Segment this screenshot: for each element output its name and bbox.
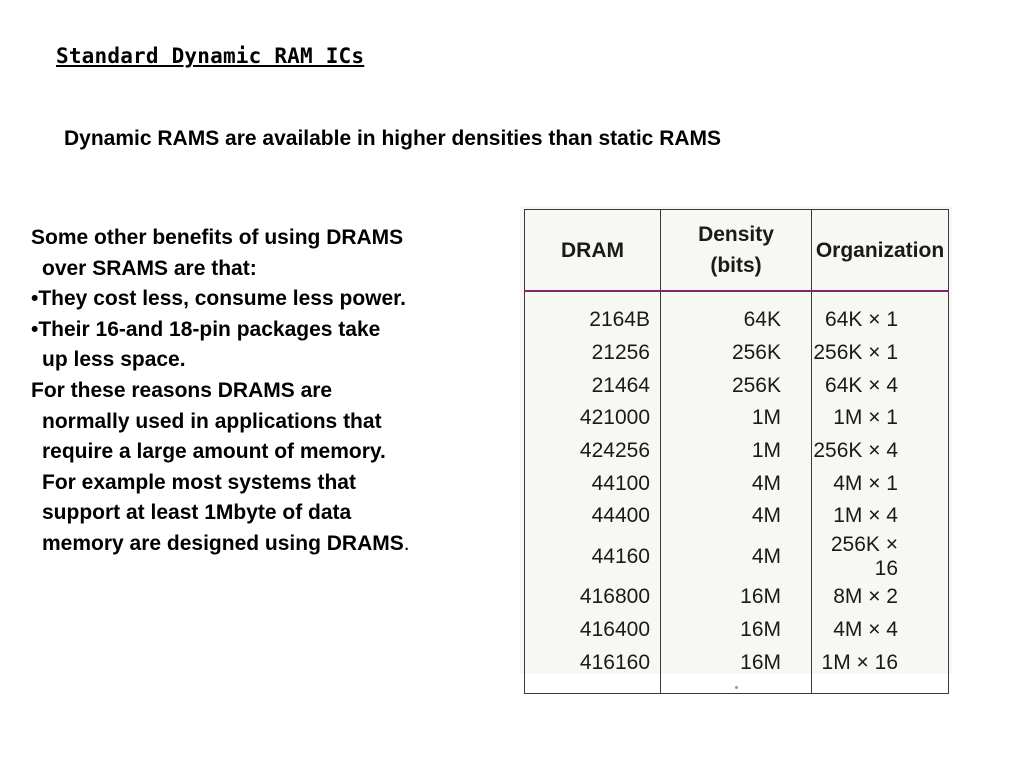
cell-dram: 2164B — [525, 291, 661, 337]
cell-dram: 424256 — [525, 435, 661, 468]
reason-line: For example most systems that — [42, 470, 356, 494]
table-row — [525, 402, 949, 435]
cell-dram: 21464 — [525, 369, 661, 402]
table-row — [525, 435, 949, 468]
page-subtitle: Dynamic RAMS are available in higher densities than static RAMS — [64, 127, 722, 150]
table-row — [525, 337, 949, 370]
cell-density: 16M — [661, 646, 812, 693]
cell-organization: 64K × 1 — [812, 291, 949, 337]
cell-dram: 421000 — [525, 402, 661, 435]
benefits-text — [31, 223, 511, 560]
cell-organization: 256K × 16 — [812, 533, 949, 581]
table-row — [525, 533, 949, 581]
cell-dram: 21256 — [525, 337, 661, 370]
reason-line-text: memory are designed using DRAMS — [42, 531, 404, 555]
reason-line — [31, 529, 511, 560]
intro-line: over SRAMS are that: — [42, 256, 257, 280]
bullet-packages-cont: up less space. — [42, 348, 186, 372]
cell-dram: 44160 — [525, 533, 661, 581]
table-row — [525, 581, 949, 614]
reason-line: require a large amount of memory. — [42, 440, 386, 464]
cell-organization: 64K × 4 — [812, 369, 949, 402]
header-density-line2: (bits) — [710, 254, 762, 277]
dram-table — [524, 209, 949, 694]
reason-line: support at least 1Mbyte of data — [42, 501, 352, 525]
cell-organization: 4M × 4 — [812, 614, 949, 647]
reason-line: normally used in applications that — [42, 409, 382, 433]
cell-density: 4M — [661, 533, 812, 581]
intro-line: Some other benefits of using DRAMS — [31, 226, 404, 249]
cell-density: 4M — [661, 467, 812, 500]
cell-density: 1M — [661, 435, 812, 468]
cell-density: 16M — [661, 581, 812, 614]
page-title: Standard Dynamic RAM ICs — [56, 44, 365, 68]
cell-organization: 256K × 4 — [812, 435, 949, 468]
cell-density: 256K — [661, 369, 812, 402]
table-body — [525, 291, 949, 693]
cell-density: 16M — [661, 614, 812, 647]
cell-dram: 416800 — [525, 581, 661, 614]
speck-dot — [735, 686, 738, 689]
cell-dram: 44100 — [525, 467, 661, 500]
cell-dram: 44400 — [525, 500, 661, 533]
header-dram: DRAM — [525, 210, 661, 292]
header-density-line1: Density — [698, 223, 774, 246]
cell-organization: 1M × 1 — [812, 402, 949, 435]
bullet-cost: •They cost less, consume less power. — [31, 287, 407, 311]
table-row — [525, 369, 949, 402]
cell-organization: 4M × 1 — [812, 467, 949, 500]
cell-organization: 256K × 1 — [812, 337, 949, 370]
table-header-row — [525, 210, 949, 292]
table-row — [525, 291, 949, 337]
cell-organization: 1M × 4 — [812, 500, 949, 533]
reason-line: For these reasons DRAMS are — [31, 378, 333, 402]
cell-dram: 416160 — [525, 646, 661, 693]
reason-period: . — [403, 531, 410, 555]
header-organization: Organization — [812, 210, 949, 292]
cell-organization: 1M × 16 — [812, 646, 949, 693]
cell-dram: 416400 — [525, 614, 661, 647]
bullet-packages: •Their 16-and 18-pin packages take — [31, 317, 381, 341]
cell-density: 4M — [661, 500, 812, 533]
cell-density: 64K — [661, 291, 812, 337]
cell-density: 1M — [661, 402, 812, 435]
header-density — [661, 210, 812, 292]
cell-density: 256K — [661, 337, 812, 370]
table-row — [525, 500, 949, 533]
table-row — [525, 614, 949, 647]
table-row — [525, 467, 949, 500]
cell-organization: 8M × 2 — [812, 581, 949, 614]
dram-table-image — [520, 206, 952, 674]
